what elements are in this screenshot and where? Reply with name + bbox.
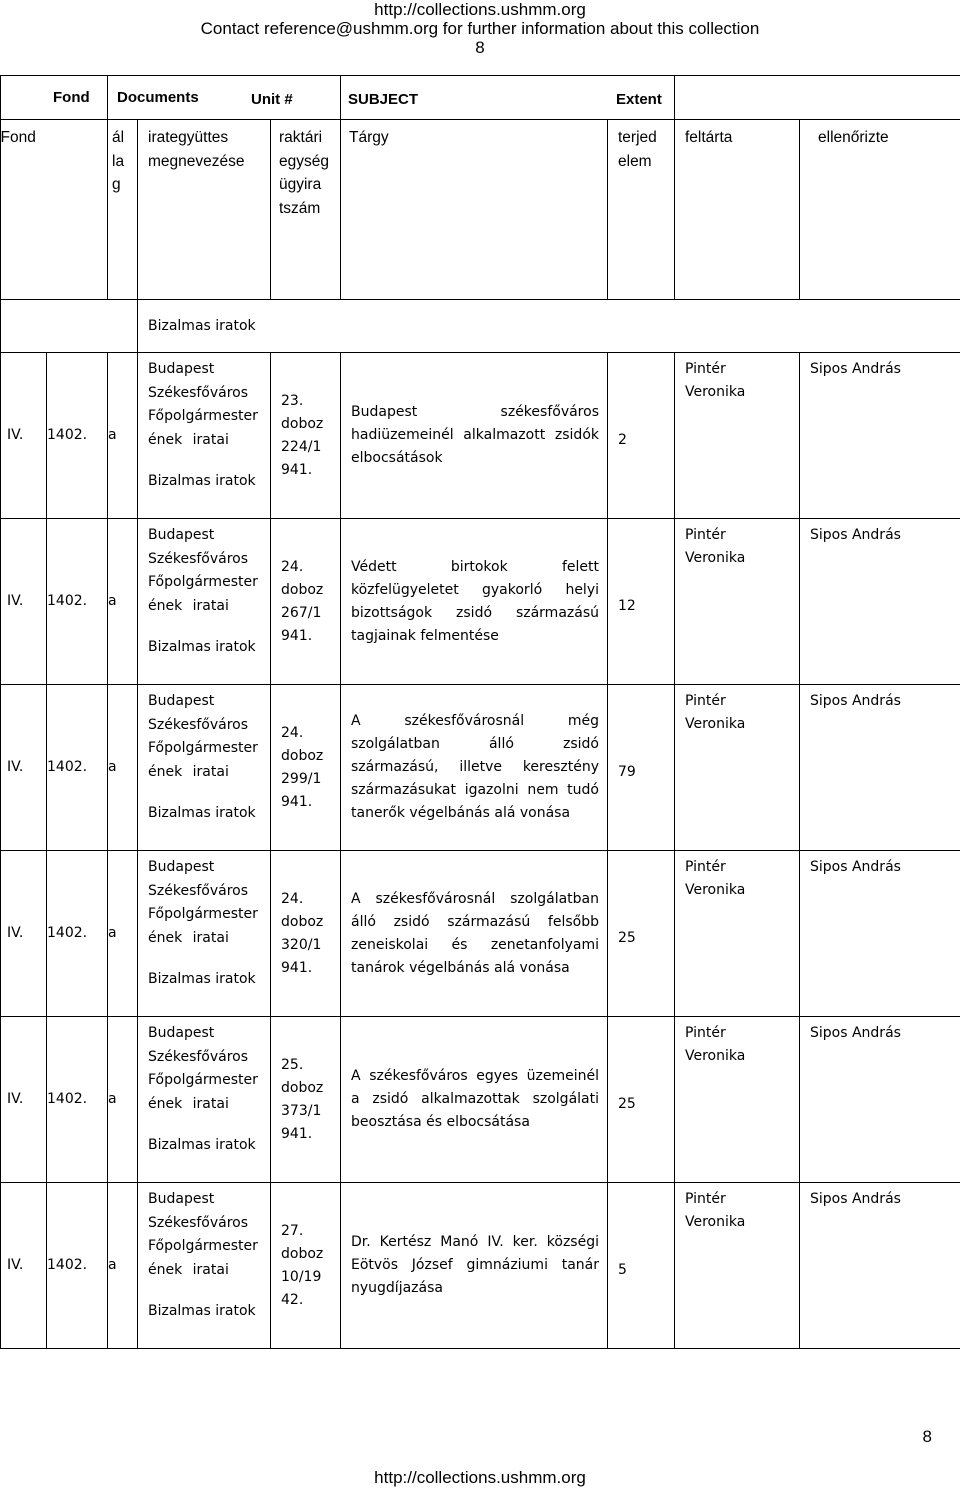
header-page-number: 8 [475,38,485,57]
header-subject: SUBJECT [348,91,419,108]
record-name-line: Főpolgármester [148,408,258,424]
record-explored [675,519,800,685]
table-row [1,519,960,685]
record-name [138,1183,271,1349]
record-box-line: 267/1 [281,604,322,621]
record-fond: IV. [1,519,47,685]
header2-subject: Tárgy [341,120,608,300]
record-allag: a [108,1183,138,1349]
record-box-line: 373/1 [281,1102,322,1119]
records-table [0,75,960,1349]
group-label: Bizalmas iratok [138,300,960,353]
record-subject: Védett birtokok felett közfelügyeletet gyakorló helyi bizottságok zsidó származású tagjainak felmentése [341,519,608,685]
table-row [1,1017,960,1183]
record-extent: 25 [608,1017,675,1183]
record-explored-line: Veronika [685,384,746,400]
footer-url: http://collections.ushmm.org [374,1468,586,1487]
record-box-line: 24. [281,724,304,741]
record-explored-line: Pintér [685,1191,726,1207]
table-row [1,851,960,1017]
record-explored-line: Veronika [685,1214,746,1230]
record-allag: a [108,851,138,1017]
record-name-line: Budapest [148,361,215,377]
record-name-line: Székesfőváros [148,1214,249,1231]
record-explored [675,1017,800,1183]
header2-unit-line: tszám [279,199,321,217]
record-name-gap [148,618,270,636]
record-name [138,353,271,519]
record-fond-number: 1402. [47,1183,108,1349]
record-name-line: ének iratai [148,763,229,780]
record-box-line: doboz [281,415,324,432]
header2-allag [108,120,138,300]
record-name-line: Főpolgármester [148,1238,258,1254]
header-extent: Extent [616,91,662,108]
record-explored [675,1183,800,1349]
record-checked: Sipos András [800,851,960,1017]
record-name-line: Székesfőváros [148,550,249,567]
record-name-line: Főpolgármester [148,1072,258,1088]
record-box-line: 941. [281,793,313,810]
record-name-line: Budapest [148,1025,215,1041]
record-name-line: Székesfőváros [148,384,249,401]
record-name [138,685,271,851]
record-explored-line: Pintér [685,361,726,377]
record-box-line: 24. [281,890,304,907]
record-extent: 2 [608,353,675,519]
record-fond-number: 1402. [47,353,108,519]
header2-fond [0,120,108,300]
record-name-line: ének iratai [148,1261,229,1278]
record-checked: Sipos András [800,1183,960,1349]
record-box-line: 224/1 [281,438,322,455]
record-box-line: doboz [281,1079,324,1096]
record-box-line: 24. [281,558,304,575]
record-name [138,519,271,685]
record-name-gap [148,950,270,968]
header2-fond-spacer [1,120,47,300]
record-extent: 5 [608,1183,675,1349]
record-explored-line: Pintér [685,1025,726,1041]
record-extent: 12 [608,519,675,685]
record-name-line: Bizalmas iratok [148,639,256,655]
record-name-line: Budapest [148,693,215,709]
header2-fond-label: Fond [0,129,36,146]
header-documents [108,76,341,120]
record-name-line: ének iratai [148,929,229,946]
record-name-line: Főpolgármester [148,906,258,922]
record-extent: 25 [608,851,675,1017]
record-explored [675,353,800,519]
record-fond-number: 1402. [47,1017,108,1183]
record-box-line: doboz [281,913,324,930]
table-row [1,1183,960,1349]
record-box [271,851,341,1017]
record-explored-line: Veronika [685,1048,746,1064]
record-box [271,685,341,851]
record-box-line: 23. [281,392,304,409]
record-box-line: doboz [281,747,324,764]
table-row [1,685,960,851]
record-box-line: 941. [281,1125,313,1142]
record-fond-number: 1402. [47,519,108,685]
header2-checked: ellenőrizte [800,120,960,300]
record-explored [675,851,800,1017]
header-empty [675,76,960,120]
record-explored-line: Veronika [685,550,746,566]
header-unit: Unit # [251,91,293,108]
header2-unit [271,120,341,300]
record-name-line: ének iratai [148,1095,229,1112]
page-header [0,0,960,57]
record-allag: a [108,353,138,519]
footer-page-number: 8 [922,1427,932,1446]
record-box-line: 941. [281,959,313,976]
record-explored-line: Pintér [685,859,726,875]
record-name-line: ének iratai [148,431,229,448]
record-box-line: 25. [281,1056,304,1073]
header2-allag-line: g [112,176,121,193]
header-fond: Fond [1,76,108,120]
record-subject: Dr. Kertész Manó IV. ker. községi Eötvös József gimnáziumi tanár nyugdíjazása [341,1183,608,1349]
record-allag: a [108,1017,138,1183]
header2-name [138,120,271,300]
record-box-line: 42. [281,1291,304,1308]
record-explored-line: Veronika [685,716,746,732]
group-empty-left [1,300,138,353]
header2-name-line: megnevezése [148,152,245,170]
record-name-line: Bizalmas iratok [148,1303,256,1319]
record-explored-line: Veronika [685,882,746,898]
header-url: http://collections.ushmm.org [374,0,586,19]
record-box [271,1183,341,1349]
record-checked: Sipos András [800,353,960,519]
header2-name-line: irategyüttes [148,129,229,146]
record-fond: IV. [1,685,47,851]
record-name-line: Főpolgármester [148,574,258,590]
record-name-gap [148,452,270,470]
record-allag: a [108,685,138,851]
record-name-line: Bizalmas iratok [148,971,256,987]
record-box-line: 27. [281,1222,304,1239]
record-box-line: doboz [281,1245,324,1262]
record-name [138,1017,271,1183]
table-row [1,353,960,519]
record-name-line: Bizalmas iratok [148,473,256,489]
record-subject: A székesfőváros egyes üzemeinél a zsidó alkalmazottak szolgálati beosztása és elbocsátása [341,1017,608,1183]
record-name-line: Budapest [148,859,215,875]
header-contact: Contact reference@ushmm.org for further information about this collection [200,19,760,38]
record-box-line: 941. [281,627,313,644]
header2-unit-line: ügyira [279,176,322,193]
record-subject: A székesfővárosnál még szolgálatban álló zsidó származású, illetve keresztény származásukat igazolni nem tudó tanerők végelbánás alá vonása [341,685,608,851]
record-name-line: Budapest [148,1191,215,1207]
header2-extent-line: elem [618,152,652,170]
record-fond: IV. [1,353,47,519]
record-name [138,851,271,1017]
header-documents-label: Documents [117,89,199,106]
record-allag: a [108,519,138,685]
record-name-line: Bizalmas iratok [148,805,256,821]
header2-allag-line: la [112,152,125,170]
record-fond-number: 1402. [47,685,108,851]
record-fond: IV. [1,1183,47,1349]
header2-extent [608,120,675,300]
record-name-line: Főpolgármester [148,740,258,756]
header2-explored: feltárta [675,120,800,300]
record-box-line: 320/1 [281,936,322,953]
record-checked: Sipos András [800,1017,960,1183]
record-box [271,353,341,519]
record-name-line: ének iratai [148,597,229,614]
record-name-gap [148,1282,270,1300]
record-name-line: Budapest [148,527,215,543]
record-extent: 79 [608,685,675,851]
record-explored-line: Pintér [685,693,726,709]
record-checked: Sipos András [800,685,960,851]
record-name-gap [148,1116,270,1134]
record-fond-number: 1402. [47,851,108,1017]
group-row [1,300,960,353]
header-row-hungarian [1,120,960,300]
record-name-line: Székesfőváros [148,1048,249,1065]
header2-extent-line: terjed [618,129,657,146]
record-subject: A székesfővárosnál szolgálatban álló zsidó származású felsőbb zeneiskolai és zenetanfolyami tanárok végelbánás alá vonása [341,851,608,1017]
header2-unit-line: egység [279,152,329,170]
record-fond: IV. [1,851,47,1017]
record-name-line: Bizalmas iratok [148,1137,256,1153]
record-fond: IV. [1,1017,47,1183]
header-row-english [1,76,960,120]
record-name-line: Székesfőváros [148,716,249,733]
header-subject-cell [341,76,675,120]
header2-allag-line: ál [112,129,125,146]
record-explored [675,685,800,851]
record-box [271,1017,341,1183]
record-explored-line: Pintér [685,527,726,543]
record-name-line: Székesfőváros [148,882,249,899]
record-checked: Sipos András [800,519,960,685]
record-box-line: 299/1 [281,770,322,787]
header2-unit-line: raktári [279,129,323,146]
record-box-line: doboz [281,581,324,598]
record-box-line: 941. [281,461,313,478]
record-subject: Budapest székesfőváros hadiüzemeinél alkalmazott zsidók elbocsátások [341,353,608,519]
record-name-gap [148,784,270,802]
record-box [271,519,341,685]
record-box-line: 10/19 [281,1268,322,1285]
